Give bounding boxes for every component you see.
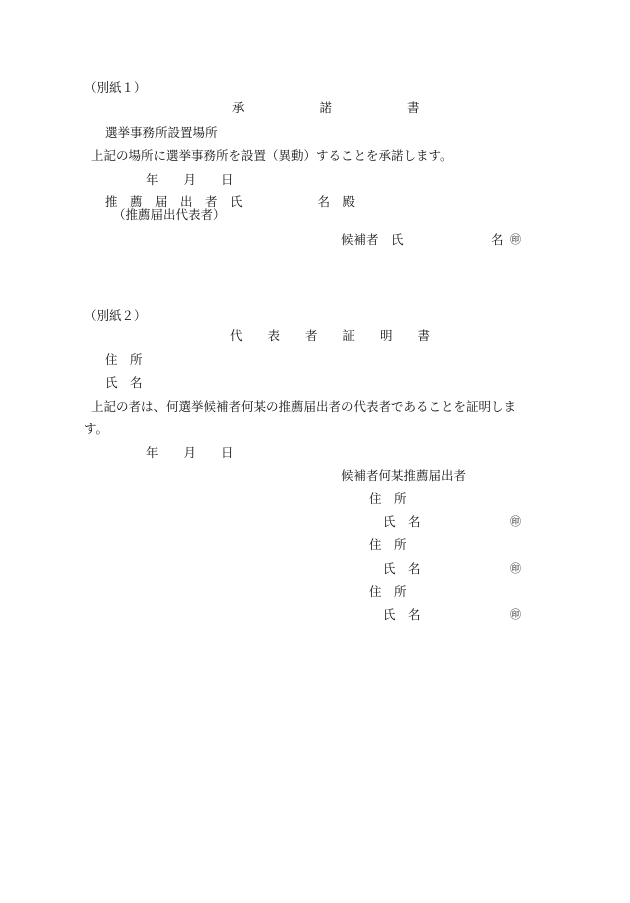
appendix1-date: 年 月 日: [146, 172, 234, 187]
signer-name-label: 氏 名: [383, 561, 421, 576]
recipient-line: 推 薦 届 出 者 氏 名 殿: [105, 194, 356, 209]
appendix2-date: 年 月 日: [146, 445, 234, 460]
candidate-line: 候補者 氏 名: [341, 232, 504, 247]
seal-icon: ㊞: [510, 515, 521, 528]
signer-address-label: 住 所: [369, 537, 407, 552]
recipient-subtitle: （推薦届出代表者）: [113, 207, 226, 222]
signer-heading: 候補者何某推薦届出者: [341, 468, 467, 483]
signer-name-label: 氏 名: [383, 607, 421, 622]
seal-icon: ㊞: [510, 562, 521, 575]
seal-icon: ㊞: [510, 233, 521, 246]
appendix1-title: 承 諾 書: [232, 100, 420, 115]
subject-address-label: 住 所: [105, 352, 143, 367]
signer-address-label: 住 所: [369, 584, 407, 599]
subject-name-label: 氏 名: [105, 375, 143, 390]
consent-statement: 上記の場所に選挙事務所を設置（異動）することを承諾します。: [91, 148, 453, 163]
appendix2-title: 代 表 者 証 明 書: [230, 328, 431, 343]
certification-statement-line1: 上記の者は、何選挙候補者何某の推薦届出者の代表者であることを証明しま: [91, 399, 517, 414]
appendix1-label: （別紙１）: [84, 80, 147, 95]
signer-name-label: 氏 名: [383, 514, 421, 529]
signer-address-label: 住 所: [369, 491, 407, 506]
certification-statement-line2: す。: [84, 421, 109, 436]
seal-icon: ㊞: [510, 608, 521, 621]
office-location-label: 選挙事務所設置場所: [105, 125, 218, 140]
appendix2-label: （別紙２）: [84, 308, 147, 323]
